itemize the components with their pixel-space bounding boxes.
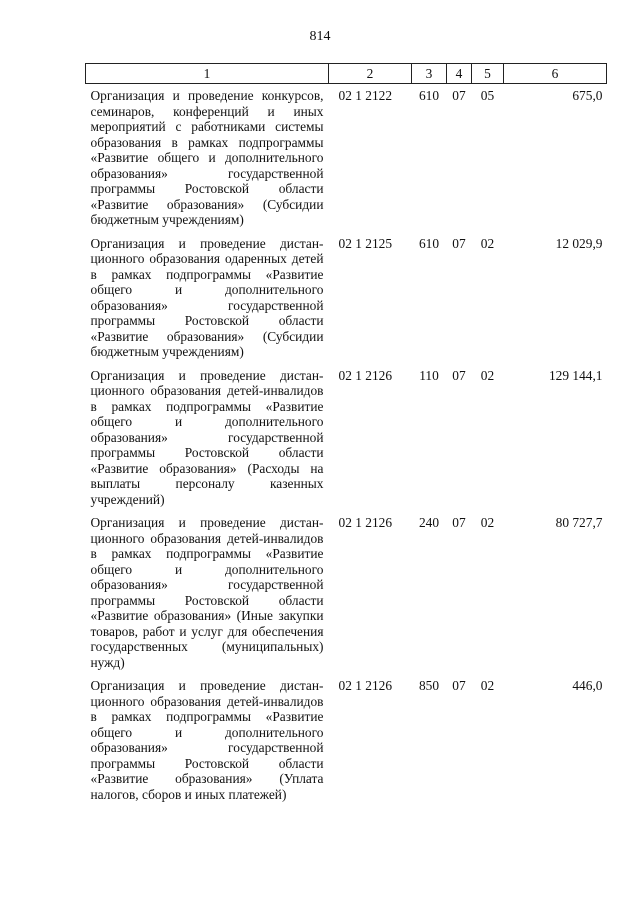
row-expense-type: 240 bbox=[418, 515, 440, 530]
row-amount: 129 144,1 bbox=[548, 367, 603, 383]
row-target-code: 02 1 2122 bbox=[338, 88, 393, 103]
table-row bbox=[86, 678, 607, 810]
page-number: 814 bbox=[309, 29, 331, 44]
header-col-3: 3 bbox=[412, 64, 447, 84]
row-name: Организация и проведение дистанционного образования детей-инвалидов в рамках подпрограммы «Развитие общего и дополнительного образования» государственной программы Ростовской области «Развитие образования» (Иные закупки товаров, работ и услуг для обеспечения государственных (муниципальных) нужд) bbox=[90, 515, 324, 670]
table-row bbox=[86, 368, 607, 516]
row-target-code: 02 1 2125 bbox=[338, 235, 393, 251]
header-col-1: 1 bbox=[86, 64, 329, 84]
row-amount: 446,0 bbox=[572, 678, 603, 693]
row-amount: 12 029,9 bbox=[555, 235, 603, 251]
table-row bbox=[86, 236, 607, 368]
budget-table bbox=[85, 63, 607, 810]
header-col-2: 2 bbox=[329, 64, 412, 84]
row-target-code: 02 1 2126 bbox=[338, 678, 393, 693]
row-target-code: 02 1 2126 bbox=[338, 367, 393, 383]
row-amount: 675,0 bbox=[572, 88, 603, 103]
row-subsection: 02 bbox=[480, 235, 495, 251]
header-col-4: 4 bbox=[447, 64, 472, 84]
row-subsection: 05 bbox=[480, 88, 495, 103]
row-section: 07 bbox=[452, 235, 466, 251]
row-expense-type: 850 bbox=[418, 678, 440, 693]
row-section: 07 bbox=[452, 678, 466, 693]
row-subsection: 02 bbox=[480, 367, 495, 383]
row-subsection: 02 bbox=[480, 678, 495, 693]
table-header bbox=[86, 64, 607, 84]
row-name: Организация и проведение дистанционного образования одаренных детей в рамках подпрограммы «Развитие общего и дополнительного образования» государственной программы Ростовской области «Развитие образования» (Субсидии бюджетным учреждениям) bbox=[90, 235, 324, 359]
row-name: Организация и проведение дистанционного образования детей-инвалидов в рамках подпрограммы «Развитие общего и дополнительного образования» государственной программы Ростовской области «Развитие образования» (Уплата налогов, сборов и иных платежей) bbox=[90, 678, 324, 802]
row-section: 07 bbox=[452, 88, 466, 103]
row-expense-type: 610 bbox=[418, 235, 440, 251]
header-row bbox=[86, 64, 607, 84]
table-body bbox=[86, 84, 607, 811]
row-expense-type: 110 bbox=[419, 367, 439, 383]
row-name: Организация и проведение конкурсов, семинаров, конференций и иных мероприятий с работниками системы образования в рамках подпрограммы «Развитие общего и дополнительного образования» государственной программы Ростовской области «Развитие образования» (Субсидии бюджетным учреждениям) bbox=[90, 88, 324, 227]
row-subsection: 02 bbox=[480, 515, 495, 530]
header-col-6: 6 bbox=[504, 64, 607, 84]
row-name: Организация и проведение дистанционного образования детей-инвалидов в рамках подпрограммы «Развитие общего и дополнительного образования» государственной программы Ростовской области «Развитие образования» (Расходы на выплаты персоналу казенных учреждений) bbox=[90, 367, 324, 507]
row-section: 07 bbox=[452, 515, 466, 530]
row-amount: 80 727,7 bbox=[555, 515, 603, 530]
header-col-5: 5 bbox=[472, 64, 504, 84]
table-row bbox=[86, 515, 607, 678]
table-row bbox=[86, 84, 607, 236]
row-expense-type: 610 bbox=[418, 88, 440, 103]
row-target-code: 02 1 2126 bbox=[338, 515, 393, 530]
row-section: 07 bbox=[452, 367, 466, 383]
